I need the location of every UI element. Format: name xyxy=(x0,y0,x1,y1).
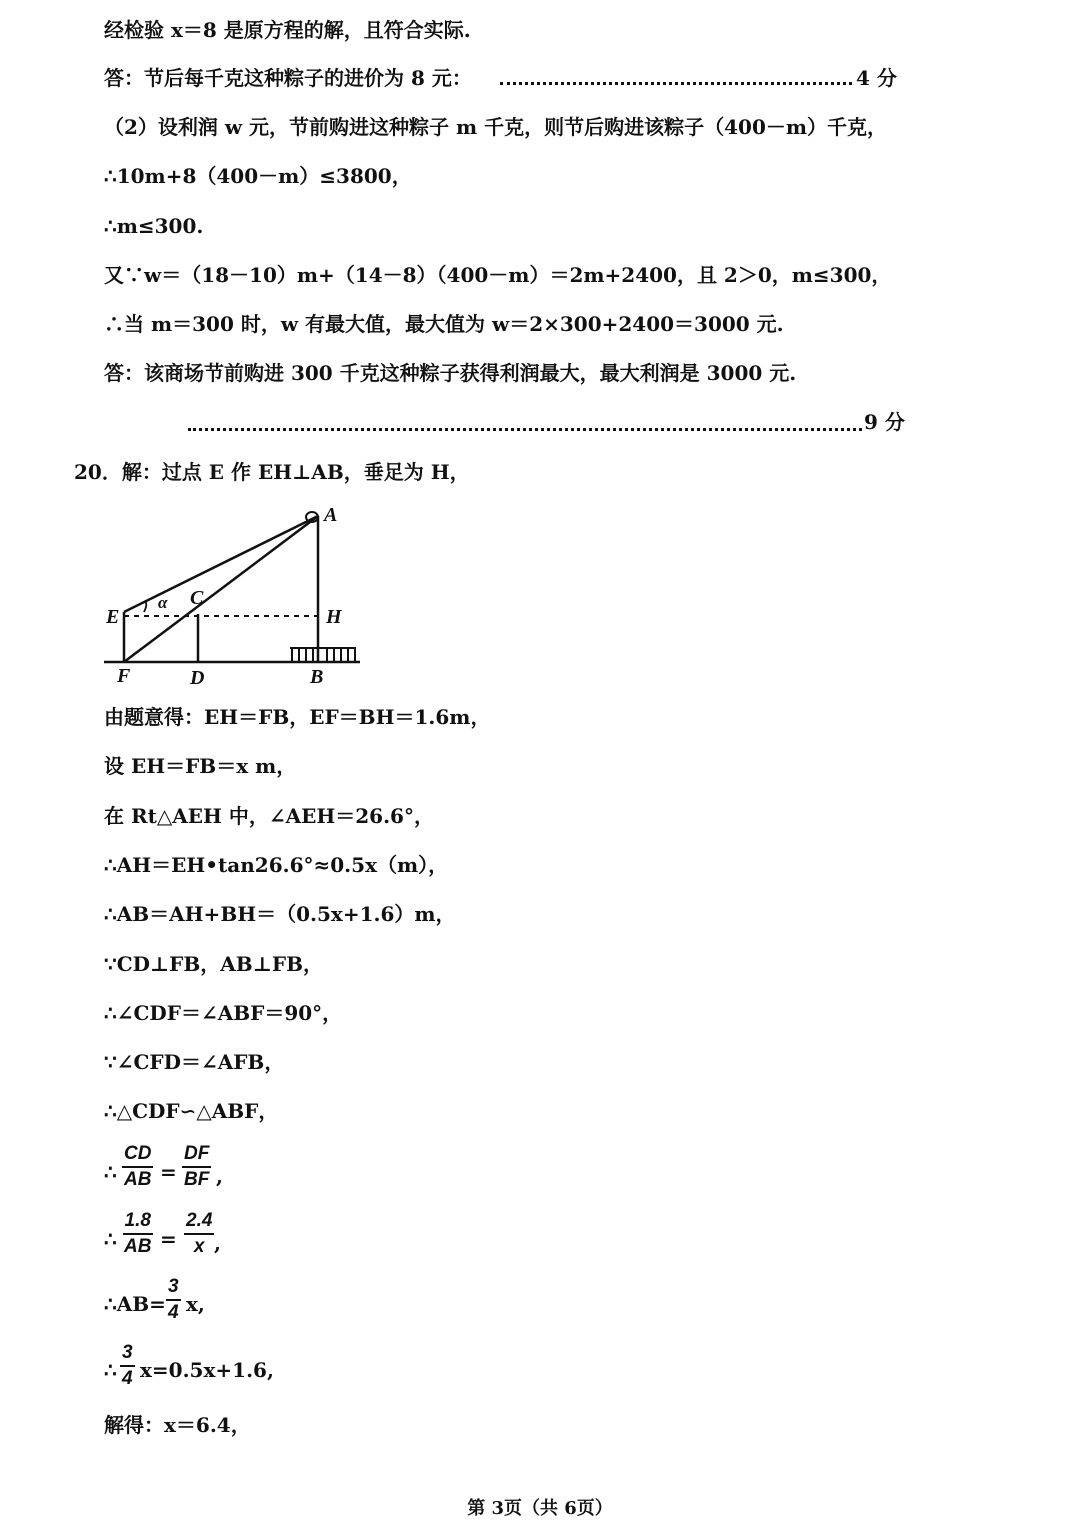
page-footer: 第 3页（共 6页） xyxy=(467,1498,613,1519)
label-D: D xyxy=(190,667,205,689)
dot-leader-2 xyxy=(188,428,862,431)
segment-EA xyxy=(124,516,318,612)
numerator: CD xyxy=(122,1142,153,1168)
dot-leader-1 xyxy=(500,82,852,85)
comma: , xyxy=(216,1164,223,1188)
text-line-8: 答：该商场节前购进 300 千克这种粽子获得利润最大，最大利润是 3000 元. xyxy=(104,361,797,385)
label-F: F xyxy=(117,665,131,687)
text-line-2: 答：节后每千克这种粽子的进价为 8 元： xyxy=(104,66,472,90)
label-H: H xyxy=(326,606,342,628)
equation-suffix: x, xyxy=(186,1292,205,1316)
text-line-10: 由题意得：EH＝FB，EF＝BH＝1.6m， xyxy=(104,705,491,729)
fraction-2.4-x xyxy=(184,1209,214,1259)
denominator: AB xyxy=(124,1169,152,1190)
segment-FA xyxy=(124,516,318,662)
denominator: 4 xyxy=(122,1368,133,1389)
denominator: BF xyxy=(184,1169,210,1190)
therefore-symbol: ∴ xyxy=(104,1358,117,1382)
fraction-3-4 xyxy=(120,1341,135,1391)
comma: , xyxy=(214,1231,221,1255)
ground-hatch xyxy=(290,648,356,662)
denominator: 4 xyxy=(168,1302,179,1323)
text-line-11: 设 EH＝FB＝x m， xyxy=(104,754,297,778)
numerator: 3 xyxy=(166,1275,181,1301)
text-line-1: 经检验 x＝8 是原方程的解，且符合实际. xyxy=(104,18,471,42)
fraction-cd-ab xyxy=(122,1142,153,1192)
text-line-15: ∵CD⊥FB，AB⊥FB， xyxy=(104,952,324,976)
label-A: A xyxy=(324,504,338,526)
problem-20-heading: 20．解：过点 E 作 EH⊥AB，垂足为 H， xyxy=(74,460,470,484)
text-line-4: ∴10m+8（400－m）≤3800， xyxy=(104,164,412,188)
fraction-1.8-ab xyxy=(122,1209,153,1259)
text-line-5: ∴m≤300. xyxy=(104,214,204,238)
denominator: x xyxy=(193,1236,205,1257)
text-line-16: ∴∠CDF＝∠ABF＝90°， xyxy=(104,1001,343,1025)
numerator: DF xyxy=(182,1142,211,1168)
numerator: 3 xyxy=(120,1341,135,1367)
text-line-12: 在 Rt△AEH 中，∠AEH＝26.6°， xyxy=(104,804,434,828)
numerator: 1.8 xyxy=(123,1209,153,1235)
equals-sign: = xyxy=(160,1160,177,1184)
equation-prefix: ∴AB= xyxy=(104,1292,166,1316)
text-line-13: ∴AH＝EH•tan26.6°≈0.5x（m）， xyxy=(104,853,449,877)
fraction-df-bf xyxy=(182,1142,211,1192)
geometry-diagram xyxy=(98,500,378,692)
text-line-14: ∴AB＝AH+BH＝（0.5x+1.6）m， xyxy=(104,902,456,926)
label-C: C xyxy=(190,587,204,609)
fraction-3-4 xyxy=(166,1275,181,1325)
label-B: B xyxy=(310,666,324,688)
numerator: 2.4 xyxy=(184,1209,214,1235)
score-mark-2: 9 分 xyxy=(864,410,905,434)
label-alpha: α xyxy=(158,593,168,612)
equation-suffix: x=0.5x+1.6, xyxy=(140,1358,274,1382)
text-line-18: ∴△CDF∽△ABF， xyxy=(104,1099,279,1123)
text-line-7: ∴当 m＝300 时，w 有最大值，最大值为 w＝2×300+2400＝3000 元. xyxy=(104,312,784,336)
label-E: E xyxy=(106,606,120,628)
therefore-symbol: ∴ xyxy=(104,1160,117,1184)
text-line-3: （2）设利润 w 元，节前购进这种粽子 m 千克，则节后购进该粽子（400－m）千克， xyxy=(104,115,888,139)
text-line-6: 又∵w＝（18－10）m+（14－8）（400－m）＝2m+2400，且 2＞0，m≤300， xyxy=(104,263,892,287)
text-line-17: ∵∠CFD＝∠AFB， xyxy=(104,1050,285,1074)
denominator: AB xyxy=(124,1236,152,1257)
text-line-23: 解得：x＝6.4， xyxy=(104,1413,251,1437)
therefore-symbol: ∴ xyxy=(104,1227,117,1251)
equals-sign: = xyxy=(160,1227,177,1251)
score-mark-1: 4 分 xyxy=(856,66,897,90)
